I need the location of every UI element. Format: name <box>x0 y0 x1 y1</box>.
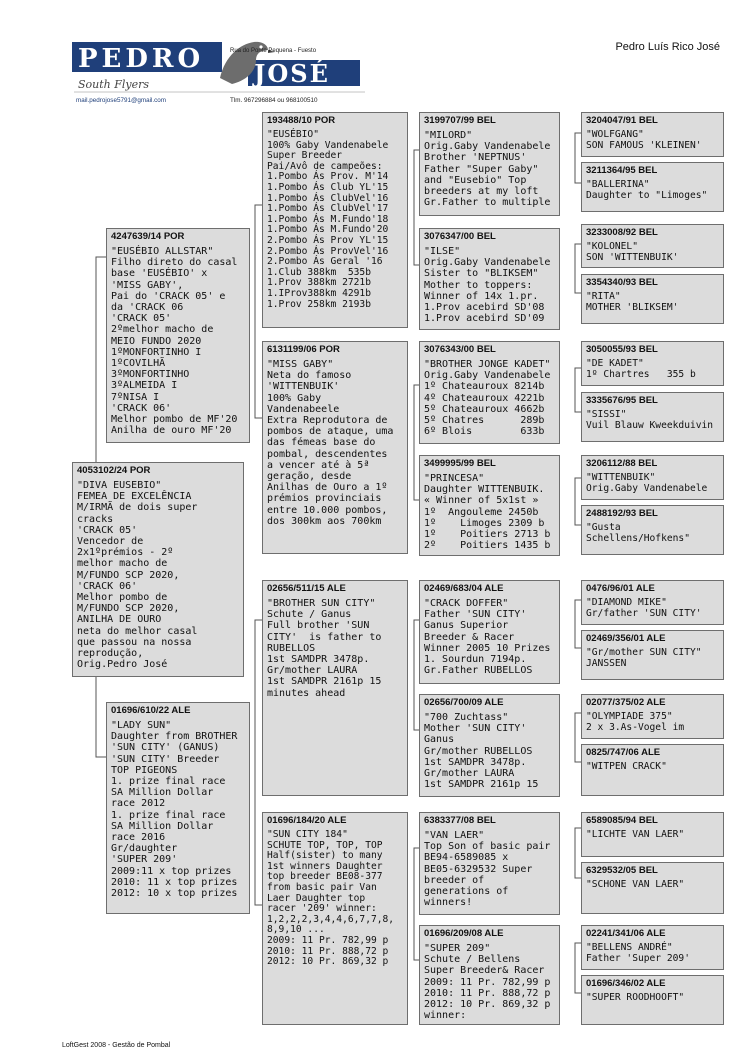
ring-number: 2488192/93 BEL <box>586 508 658 519</box>
bird-card[interactable] <box>581 694 724 739</box>
ring-number: 3499995/99 BEL <box>424 458 496 469</box>
bird-card[interactable] <box>581 925 724 970</box>
logo-email: mail.pedrojose5791@gmail.com <box>76 97 167 104</box>
bird-card[interactable] <box>262 580 408 796</box>
ring-number: 6383377/08 BEL <box>424 815 496 826</box>
loft-logo <box>70 38 370 108</box>
bird-card[interactable] <box>419 925 560 1025</box>
footer-text: LoftGest 2008 - Gestão de Pombal <box>62 1042 171 1049</box>
bird-description: "BELLENS ANDRÉ" Father 'Super 209' <box>586 942 690 964</box>
bird-description: "WITTENBUIK" Orig.Gaby Vandenabele <box>586 472 708 494</box>
ring-number: 02077/375/02 ALE <box>586 697 666 708</box>
logo-phone: Tlm. 967296884 ou 968100510 <box>230 97 318 104</box>
ring-number: 3335676/95 BEL <box>586 395 658 406</box>
bird-description: "SUPER 209" Schute / Bellens Super Breeder& Racer 2009: 11 Pr. 782,99 p 2010: 11 Pr. 888,72 p 2012: 10 Pr. 869,32 p winner: <box>424 943 551 1022</box>
logo-subtitle: South Flyers <box>78 78 150 91</box>
ring-number: 193488/10 POR <box>267 115 336 126</box>
bird-card[interactable] <box>581 112 724 157</box>
bird-card[interactable] <box>419 812 560 915</box>
bird-card[interactable] <box>262 812 408 1025</box>
bird-card[interactable] <box>419 694 560 797</box>
ring-number: 3206112/88 BEL <box>586 458 658 469</box>
bird-description: "700 Zuchtass" Mother 'SUN CITY' Ganus Gr/mother RUBELLOS 1st SAMDPR 3478p. Gr/mother LAURA 1st SAMDPR 2161p 15 <box>424 712 539 791</box>
bird-card[interactable] <box>419 228 560 330</box>
bird-card[interactable] <box>419 112 560 216</box>
bird-description: "KOLONEL" SON 'WITTENBUIK' <box>586 241 679 263</box>
ring-number: 4053102/24 POR <box>77 465 151 476</box>
ring-number: 0476/96/01 ALE <box>586 583 655 594</box>
bird-description: "BALLERINA" Daughter to "Limoges" <box>586 179 708 201</box>
ring-number: 02656/700/09 ALE <box>424 697 504 708</box>
bird-description: "LADY SUN" Daughter from BROTHER 'SUN CITY' (GANUS) 'SUN CITY' Breeder TOP PIGEONS 1. prize final race SA Million Dollar race 2012 1. prize final race SA Million Dollar race 2016 Gr/daughter 'SUPER 209' 2009:11 x top prizes 2010: 11 x top prizes 2012: 10 x top prizes <box>111 720 238 900</box>
bird-card[interactable] <box>581 341 724 386</box>
bird-description: "OLYMPIADE 375" 2 x 3.As-Vogel im <box>586 711 685 733</box>
bird-description: "SUPER ROODHOOFT" <box>586 992 685 1003</box>
bird-card[interactable] <box>106 228 250 443</box>
bird-description: "SUN CITY 184" SCHUTE TOP, TOP, TOP Half(sister) to many 1st winners Daughter top breeder BE08-377 from basic pair Van Laer Daughter top racer '209' winner: 1,2,2,2,3,4,4,6,7,7,8, 8,9,10 ... 2009: 11 Pr. 782,99 p 2010: 11 Pr. 888,72 p 2012: 10 Pr. 869,32 p <box>267 829 395 968</box>
bird-description: "DIVA EUSEBIO" FEMEA DE EXCELÊNCIA M/IRMÃ de dois super cracks 'CRACK 05' Vencedor de 2x1ºprémios - 2º melhor macho de M/FUNDO SCP 2020, 'CRACK 06' Melhor pombo de M/FUNDO SCP 2020, ANILHA DE OURO neta do melhor casal que passou na nossa reprodução, Orig.Pedro José <box>77 480 198 671</box>
bird-card[interactable] <box>106 702 250 914</box>
ring-number: 3050055/93 BEL <box>586 344 658 355</box>
ring-number: 3233008/92 BEL <box>586 227 658 238</box>
bird-description: "DE KADET" 1º Chartres 355 b <box>586 358 696 380</box>
bird-description: "WOLFGANG" SON FAMOUS 'KLEINEN' <box>586 129 702 151</box>
bird-card[interactable] <box>581 862 724 914</box>
bird-description: "ILSE" Orig.Gaby Vandenabele Sister to "BLIKSEM" Mother to toppers: Winner of 14x 1.pr. 1.Prov acebird SD'08 1.Prov acebird SD'09 <box>424 246 551 325</box>
bird-card[interactable] <box>419 455 560 556</box>
bird-card[interactable] <box>581 274 724 324</box>
bird-card[interactable] <box>581 744 724 796</box>
bird-description: "DIAMOND MIKE" Gr/father 'SUN CITY' <box>586 597 702 619</box>
bird-card[interactable] <box>581 505 724 555</box>
bird-card[interactable] <box>581 812 724 857</box>
bird-card[interactable] <box>581 580 724 625</box>
bird-description: "PRINCESA" Daughter WITTENBUIK. « Winner of 5x1st » 1º Angouleme 2450b 1º Limoges 2309 b 1º Poitiers 2713 b 2º Poitiers 1435 b <box>424 473 551 552</box>
ring-number: 01696/184/20 ALE <box>267 815 347 826</box>
bird-description: "WITPEN CRACK" <box>586 761 667 772</box>
bird-description: "SCHONE VAN LAER" <box>586 879 685 890</box>
bird-description: "CRACK DOFFER" Father 'SUN CITY' Ganus Superior Breeder & Racer Winner 2005 10 Prizes 1. Sourdun 7194p. Gr.Father RUBELLOS <box>424 598 551 677</box>
bird-description: "RITA" MOTHER 'BLIKSEM' <box>586 291 679 313</box>
bird-description: "EUSÉBIO" 100% Gaby Vandenabele Super Breeder Pai/Avô de campeões: 1.Pombo Ás Prov. M'14 1.Pombo Ás Club YL'15 1.Pombo Ás ClubVel'16 1.Pombo Ás ClubVel'17 1.Pombo Ás M.Fundo'18 1.Pombo Ás M.Fundo'20 2.Pombo Ás Prov YL'15 2.Pombo Ás ProvVel'16 2.Pombo Ás Geral '16 1.Club 388km 535b 1.Prov 388km 2721b 1.IProv388km 4291b 1.Prov 258km 2193b <box>267 129 389 310</box>
ring-number: 02469/683/04 ALE <box>424 583 504 594</box>
bird-description: "BROTHER JONGE KADET" Orig.Gaby Vandenabele 1º Chateauroux 8214b 4º Chateauroux 4221b 5º Chateauroux 4662b 5º Chatres 289b 6º Blois 633b <box>424 359 551 438</box>
ring-number: 6329532/05 BEL <box>586 865 658 876</box>
ring-number: 6131199/06 POR <box>267 344 340 355</box>
owner-name: Pedro Luís Rico José <box>615 41 720 53</box>
ring-number: 02656/511/15 ALE <box>267 583 346 594</box>
bird-description: "Gr/mother SUN CITY" JANSSEN <box>586 647 702 669</box>
bird-description: "BROTHER SUN CITY" Schute / Ganus Full brother 'SUN CITY' is father to RUBELLOS 1st SAMDPR 3478p. Gr/mother LAURA 1st SAMDPR 2161p 15 minutes ahead <box>267 598 382 699</box>
ring-number: 3354340/93 BEL <box>586 277 658 288</box>
bird-card[interactable] <box>419 580 560 684</box>
bird-card[interactable] <box>581 392 724 442</box>
ring-number: 6589085/94 BEL <box>586 815 658 826</box>
ring-number: 01696/610/22 ALE <box>111 705 191 716</box>
ring-number: 0825/747/06 ALE <box>586 747 661 758</box>
bird-card[interactable] <box>581 224 724 268</box>
bird-card[interactable] <box>581 455 724 500</box>
ring-number: 3204047/91 BEL <box>586 115 658 126</box>
ring-number: 01696/346/02 ALE <box>586 978 666 989</box>
bird-description: "SISSI" Vuil Blauw Kweekduivin <box>586 409 714 431</box>
bird-card[interactable] <box>581 975 724 1025</box>
bird-description: "MISS GABY" Neta do famoso 'WITTENBUIK' 100% Gaby Vandenabeele Extra Reprodutora de pombos de ataque, uma das fémeas base do pombal, descendentes a vencer até à 5ª geração, desde Anilhas de Ouro a 1º prémios provinciais entre 10.000 pombos, dos 300km aos 700km <box>267 359 394 527</box>
bird-card[interactable] <box>581 162 724 212</box>
bird-card[interactable] <box>72 462 244 677</box>
logo-address: Rua do Ponte Pequena - Fuesto <box>230 48 317 54</box>
bird-card[interactable] <box>419 341 560 444</box>
ring-number: 3199707/99 BEL <box>424 115 496 126</box>
ring-number: 02241/341/06 ALE <box>586 928 666 939</box>
ring-number: 02469/356/01 ALE <box>586 633 666 644</box>
bird-description: "EUSÉBIO ALLSTAR" Filho direto do casal base 'EUSÉBIO' x 'MISS GABY', Pai do 'CRACK 05' e da 'CRACK 06 'CRACK 05' 2ºmelhor macho de MEIO FUNDO 2020 1ºMONFORTINHO I 1ºCOVILHÃ 3ºMONFORTINHO 3ºALMEIDA I 7ºNISA I 'CRACK 06' Melhor pombo de MF'20 Anilha de ouro MF'20 <box>111 246 238 437</box>
ring-number: 01696/209/08 ALE <box>424 928 504 939</box>
ring-number: 3211364/95 BEL <box>586 165 658 176</box>
bird-card[interactable] <box>262 341 408 554</box>
ring-number: 4247639/14 POR <box>111 231 185 242</box>
bird-description: "MILORD" Orig.Gaby Vandenabele Brother 'NEPTNUS' Father "Super Gaby" and "Eusebio" Top breeders at my loft Gr.Father to multiple <box>424 130 551 209</box>
logo-word-jose: JOSÉ <box>254 59 330 88</box>
bird-description: "Gusta Schellens/Hofkens" <box>586 522 690 544</box>
ring-number: 3076343/00 BEL <box>424 344 496 355</box>
bird-description: "LICHTE VAN LAER" <box>586 829 685 840</box>
bird-card[interactable] <box>581 630 724 680</box>
logo-word-pedro: PEDRO <box>78 44 205 74</box>
bird-card[interactable] <box>262 112 408 328</box>
bird-description: "VAN LAER" Top Son of basic pair BE94-6589085 x BE05-6329532 Super breeder of generations of winners! <box>424 830 551 909</box>
ring-number: 3076347/00 BEL <box>424 231 496 242</box>
